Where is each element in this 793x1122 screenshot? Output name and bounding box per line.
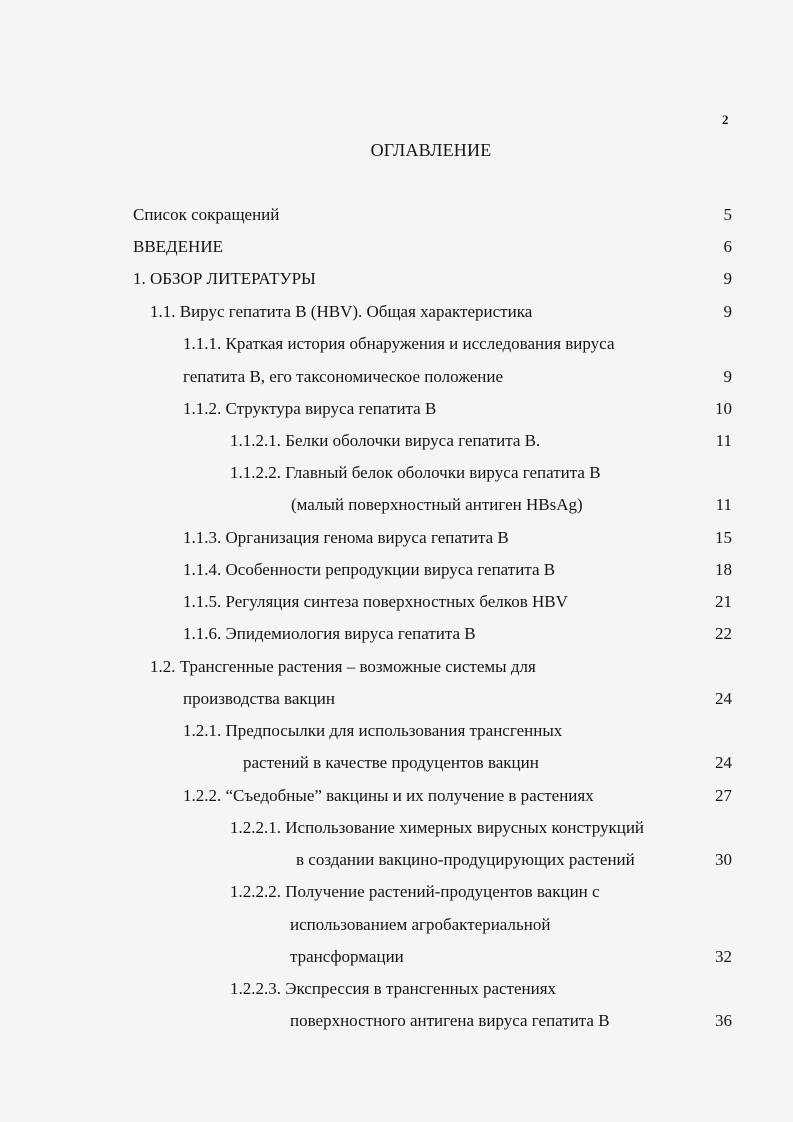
toc-entry-1-2-2-1: 1.2.2.1. Использование химерных вирусных конструкций <box>230 818 645 837</box>
toc-entry-1-1-2-2-cont: (малый поверхностный антиген HBsAg) <box>291 495 583 514</box>
toc-page-number: 24 <box>715 753 732 772</box>
toc-entry-1-1-4: 1.1.4. Особенности репродукции вируса гепатита В <box>183 560 556 579</box>
toc-page-number: 18 <box>715 560 732 579</box>
toc-page-number: 24 <box>715 689 732 708</box>
toc-entry-1-1-6: 1.1.6. Эпидемиология вируса гепатита В <box>183 624 476 643</box>
toc-page-number: 9 <box>723 302 732 321</box>
toc-entry-1-2-2-2-cont: использованием агробактериальной <box>290 915 551 934</box>
toc-entry-1-2-1: 1.2.1. Предпосылки для использования трансгенных <box>183 721 563 740</box>
toc-entry-1-2-2-1-cont: в создании вакцино-продуцирующих растений <box>296 850 635 869</box>
toc-entry-1-2-2-2: 1.2.2.2. Получение растений-продуцентов вакцин с <box>230 882 600 901</box>
page-number: 2 <box>722 112 729 127</box>
toc-entry-1-1: 1.1. Вирус гепатита В (HBV). Общая характеристика <box>150 302 533 321</box>
toc-page-number: 36 <box>715 1011 732 1030</box>
toc-entry-1-1-2-1: 1.1.2.1. Белки оболочки вируса гепатита В. <box>230 431 541 450</box>
toc-entry-1: 1. ОБЗОР ЛИТЕРАТУРЫ <box>133 269 316 288</box>
toc-entry-1-1-2: 1.1.2. Структура вируса гепатита В <box>183 399 437 418</box>
toc-page-number: 21 <box>715 592 732 611</box>
toc-page-number: 11 <box>715 495 732 514</box>
toc-entry-1-1-1-cont: гепатита В, его таксономическое положение <box>183 367 504 386</box>
toc-entry-1-2-2-2-cont2: трансформации <box>290 947 404 966</box>
toc-page-number: 22 <box>715 624 732 643</box>
toc-entry-abbreviations: Список сокращений <box>133 205 280 224</box>
toc-entry-1-1-2-2: 1.1.2.2. Главный белок оболочки вируса гепатита В <box>230 463 601 482</box>
toc-entry-1-2-2: 1.2.2. “Съедобные” вакцины и их получение в растениях <box>183 786 594 805</box>
toc-entry-1-1-5: 1.1.5. Регуляция синтеза поверхностных белков HBV <box>183 592 568 611</box>
toc-page-number: 30 <box>715 850 732 869</box>
toc-entry-1-2-2-3: 1.2.2.3. Экспрессия в трансгенных растениях <box>230 979 557 998</box>
toc-entry-1-2-1-cont: растений в качестве продуцентов вакцин <box>243 753 539 772</box>
toc-page-number: 9 <box>723 367 732 386</box>
toc-page-number: 9 <box>723 269 732 288</box>
toc-page-number: 10 <box>715 399 732 418</box>
toc-page-number: 11 <box>715 431 732 450</box>
toc-page-number: 27 <box>715 786 732 805</box>
toc-page-number: 5 <box>723 205 732 224</box>
toc-entry-1-1-1: 1.1.1. Краткая история обнаружения и исследования вируса <box>183 334 615 353</box>
toc-entry-introduction: ВВЕДЕНИЕ <box>133 237 223 256</box>
toc-title: ОГЛАВЛЕНИЕ <box>370 140 492 160</box>
toc-entry-1-2-2-3-cont: поверхностного антигена вируса гепатита В <box>290 1011 610 1030</box>
toc-page-number: 32 <box>715 947 732 966</box>
toc-entry-1-1-3: 1.1.3. Организация генома вируса гепатита В <box>183 528 509 547</box>
toc-page-number: 6 <box>723 237 732 256</box>
toc-page-number: 15 <box>715 528 732 547</box>
toc-entry-1-2: 1.2. Трансгенные растения – возможные системы для <box>150 657 536 676</box>
toc-entry-1-2-cont: производства вакцин <box>183 689 335 708</box>
